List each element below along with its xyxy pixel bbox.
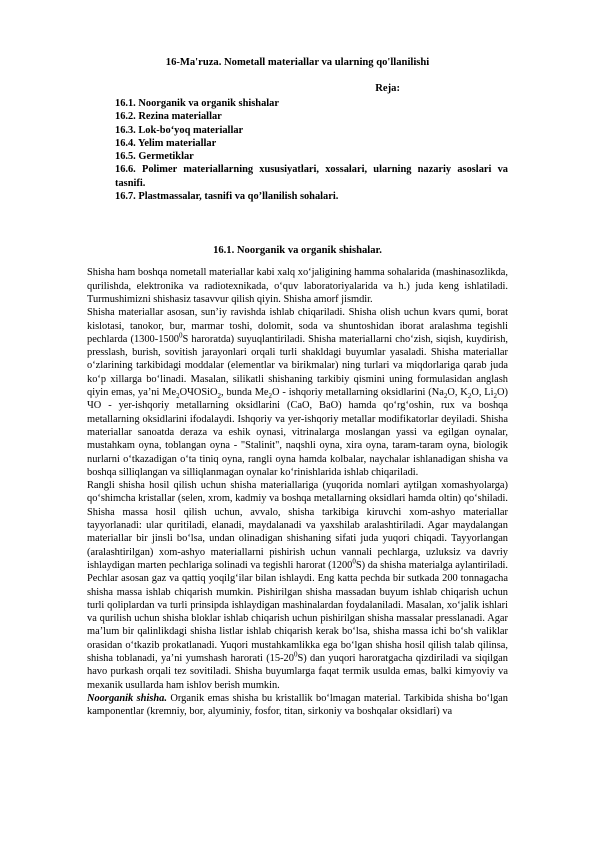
paragraph-text: S) dan yuqori haroratgacha qizdiriladi va siqilgan havo purkash orqali tez sovitiladi. Shisha buyumlarga faqat termik usulda emas, balki kimyoviy va mexanik usullarda ham ishlov berish mumkin. [87, 652, 508, 691]
paragraph-text: S) da shisha materialga aylantiriladi. Pechlar asosan gaz va qattiq yoqilg‘ilar bilan ishlaydi. Eng katta pechda bir sutkada 200 tonnagacha shisha massa ishlab chiqarish mumkin. Pishirilgan shisha massadan buyum ishlab chiqarish uchun turli qoliplardan va turli prinsipda ishlaydigan mashinalardan foydalaniladi. Masalan, xo‘jalik ishlari va qurilish uchun shisha bloklar ishlab chiqarish uchun pishirilgan shisha massalar presslanadi. Agar ma’lum bir qalinlikdagi shisha listlar ishlab chiqarish kerak bo‘lsa, shisha massa ichi bo‘sh valiklar orasidan o‘tkazib prokatlanadi. Yuqori mustahkamlikka ega bo‘lgan shisha hosil qilish talab qilinsa, shisha toblanadi, ya’ni yumshash harorati (15-20 [87, 559, 508, 664]
subscript: 2 [443, 392, 448, 401]
plan-list [115, 97, 508, 203]
superscript: 0 [179, 331, 183, 340]
paragraph-text: Organik emas shisha bu kristallik bo‘lmagan material. Tarkibida shisha bo‘lgan kamponentlar (kremniy, bor, alyuminiy, fosfor, titan, sirkoniy va boshqalar oksidlari) va [87, 692, 508, 718]
plan-label: Reja: [375, 83, 400, 94]
paragraph-text: O, Li [471, 387, 494, 399]
superscript: 0 [293, 650, 298, 659]
plan-item: 16.7. Plastmassalar, tasnifi va qo’llanilish sohalari. [115, 191, 339, 203]
paragraph-text: O - ishqoriy metallarning oksidlarini (Na [272, 387, 444, 399]
plan-item: 16.6. Polimer materiallarning xususiyatlari, xossalari, ularning nazariy asoslari va tasnifi. [115, 164, 508, 189]
plan-item: 16.5. Germetiklar [115, 151, 194, 163]
superscript: 0 [352, 557, 356, 566]
plan-item: 16.2. Rezina materiallar [115, 111, 222, 123]
subscript: 2 [268, 392, 273, 401]
subscript: 2 [176, 392, 180, 401]
paragraph-intro [87, 266, 508, 306]
subscript: 2 [493, 392, 498, 401]
plan-item: 16.4. Yelim materiallar [115, 137, 217, 149]
paragraph-text: Shisha materiallar asosan, sun’iy ravishda ishlab chiqariladi. Shisha olish uchun kvars qumi, borat kislotasi, tanokor, bur, marmar toshi, dolomit, soda va shuntoshidan iborat aralashma tegishli pechlarda (1300-1500 [87, 307, 508, 345]
subscript: 2 [217, 392, 221, 401]
paragraph-production [87, 306, 508, 479]
paragraph-text: O) ЧO - yer-ishqoriy metallarning oksidlarini (CaO, BaO) hamda qo‘rg‘oshin, rux va boshqa metallarning oksidlarini ifodalaydi. Ishqoriy va yer-ishqoriy metallar modifikatorlar deyiladi. Shisha materiallar sanoatda deraza va eshik oynasi, vitrinalarga moslangan yassi va egilgan oynalar, mustahkam oyna, toblangan oyna - "Stalinit", naqshli oyna, xira oyna, taram-taram oyna, biologik nurlarni o‘tkazadigan o‘ta tiniq oyna, rangli oyna hamda kolbalar, naychalar ishlanadigan shisha va boshqa silliqlangan va silliqlanmagan oynalar ko‘rinishlarida ishlab chiqariladi. [87, 387, 508, 478]
subscript: 2 [467, 392, 472, 401]
paragraph-text: Shisha ham boshqa nometall materiallar kabi xalq xo‘jaligining hamma sohalarida (mashinasozlikda, qurilishda, elektronika va radiotexnikada, o‘quv laboratoriyalarida va h.) juda keng ishlatiladi. Turmushimizni shishasiz tasavvur qilish qiyin. Shisha amorf jismdir. [87, 267, 508, 305]
paragraph-text: , bunda Me [221, 387, 269, 399]
paragraph-text: S haroratda) suyuqlantiriladi. Shisha materiallarni cho‘zish, siqish, kuydirish, presslash, burish, sovitish jarayonlari orqali turli shakldagi buyumlar yasaladi. Shisha materiallar o‘zlarining tarkibidagi moddalar (elementlar va birikmalar) ning turlari va miqdorlariga qarab juda ko‘p xillarga bo‘linadi. Masalan, silikatli shishaning tarkibiy qismini uning formulasidan anglash qiyin emas, ya’ni Me [87, 333, 508, 399]
paragraph-text: OЧOSiO [179, 387, 218, 399]
paragraph-lead-term: Noorganik shisha. [87, 692, 167, 704]
lecture-title: 16-Ma'ruza. Nometall materiallar va ularning qo'llanilishi [165, 57, 430, 68]
section-heading: 16.1. Noorganik va organik shishalar. [213, 245, 382, 257]
paragraph-text: O, K [447, 387, 468, 399]
paragraph-inorganic-glass [87, 692, 508, 719]
plan-item: 16.3. Lok-bo‘yoq materiallar [115, 124, 244, 136]
paragraph-colored-glass [87, 479, 508, 692]
document-page [87, 56, 508, 718]
paragraph-text: Rangli shisha hosil qilish uchun shisha materiallariga (yuqorida nomlari aytilgan xomashyolarga) qo‘shimcha kristallar (selen, xrom, kadmiy va boshqa metallarning oksidlari hamda oltin) qo‘shiladi. Shisha massa hosil qilish uchun, avvalo, shisha tarkibiga kiruvchi xom-ashyo materiallar tayyorlanadi: ular quritiladi, elanadi, maydalanadi va yaxshilab aralashtiriladi. Agar maydalangan materiallar bir jinsli bo‘lsa, undan olinadigan shishaning sifati juda yuqori chiqadi. Tayyorlangan (aralashtirilgan) xom-ashyo materiallarni pishirish uchun vannali pechlarga, uzluksiz va davriy ishlaydigan marten pechlariga solinadi va tegishli harorat (1200 [87, 480, 508, 571]
plan-item: 16.1. Noorganik va organik shishalar [115, 98, 279, 109]
